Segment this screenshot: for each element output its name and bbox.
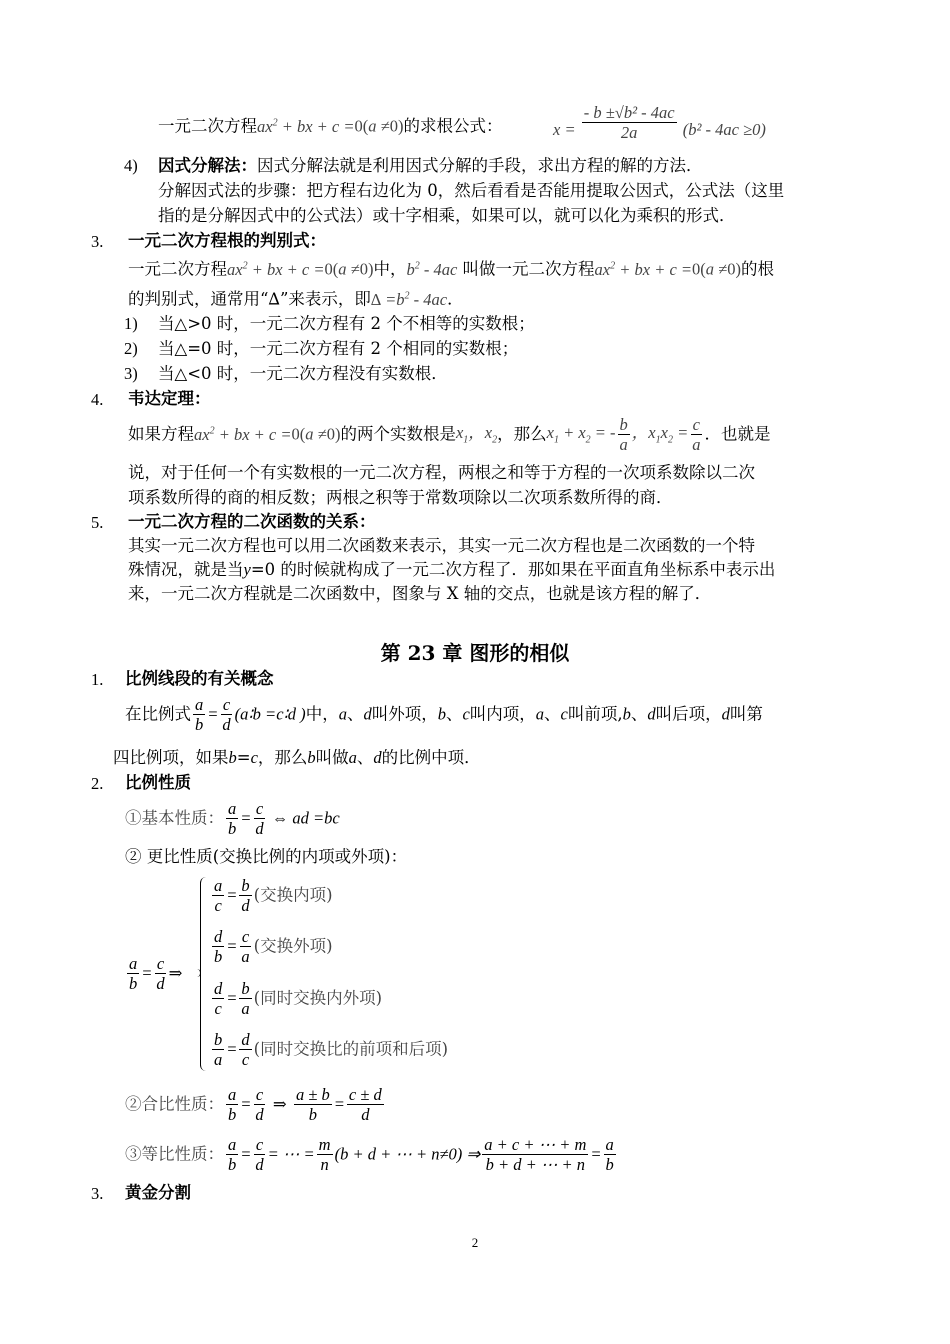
- vieta-text-c: ，那么: [497, 424, 547, 444]
- sec4-num: 4.: [91, 390, 104, 409]
- c1-text-2b: ，那么: [257, 748, 308, 767]
- sec5-line-2: 殊情况，就是当y=0 的时候就构成了一元二次方程了．那如果在平面直角坐标系中表示出: [128, 560, 776, 579]
- c1-text-b: 中，: [305, 704, 339, 724]
- vieta-line-3: 项系数所得的商的相反数；两根之积等于常数项除以二次项系数所得的商．: [128, 488, 673, 507]
- sec5-text-b: =0 的时候就构成了一元二次方程了．那如果在平面直角坐标系中表示出: [250, 560, 776, 579]
- quadratic-formula-line: 一元二次方程$ax^2$ + bx + c =0(a ≠0)的求根公式：: [158, 116, 503, 136]
- item-4-num: 4): [124, 156, 138, 175]
- disc-item-3-num: 3): [124, 364, 138, 383]
- disc-text-a: 一元二次方程: [128, 259, 227, 279]
- discriminant-line-1: 一元二次方程$ax^2$ + bx + c =0(a ≠0)中，$b^2 - 4ac$ 叫做一元二次方程$ax^2$ + bx + c =0(a ≠0)的根: [128, 259, 774, 279]
- alternate-note-2: (交换外项): [253, 936, 333, 956]
- c3-head: 黄金分割: [125, 1183, 191, 1202]
- sec4-head: 韦达定理：: [128, 389, 211, 408]
- c3-num: 3.: [91, 1184, 104, 1203]
- alternate-note-4: (同时交换比的前项和后项): [253, 1039, 449, 1059]
- c1-text-g: 叫第: [729, 704, 763, 724]
- disc-item-1-num: 1): [124, 314, 138, 333]
- c1-text-e: 叫前项,: [567, 704, 623, 724]
- alternate-property-label: ② 更比性质(交换比例的内项或外项)：: [125, 847, 408, 866]
- alternate-note-1: (交换内项): [253, 885, 333, 905]
- formula-condition: (b² - 4ac ≥0): [682, 119, 766, 139]
- factorization-text: 因式分解法就是利用因式分解的手段，求出方程的解的方法．: [257, 156, 703, 175]
- c1-line-1: 在比例式 $\frac{a}{b}$ = $\frac{c}{d}$ (a∶b =c∶d )中，a、d叫外项，b、c叫内项，a、c叫前项,b、d叫后项，d叫第: [125, 695, 763, 735]
- c1-text-2d: 的比例中项．: [381, 748, 481, 767]
- alternate-row-1: $\frac{a}{c}$ = $\frac{b}{d}$ (交换内项): [214, 876, 333, 916]
- vieta-text-a: 如果方程: [128, 424, 194, 444]
- basic-property-label: ①基本性质：: [125, 808, 224, 828]
- equal-ratio-property: ③等比性质： $\frac{a}{b}$ = $\frac{c}{d}$ = ⋯ = $\frac{m}{n}$ (b + d + ⋯ + n≠0) ⇒ $\frac{a + c + \cdots + m}{b + d + \cdots + n}$ = $\frac{a}{b}$: [125, 1135, 614, 1175]
- alternate-note-3: (同时交换内外项): [253, 988, 383, 1008]
- disc-item-1: 当△>0 时，一元二次方程有 2 个不相等的实数根；: [158, 314, 535, 333]
- brace: [200, 877, 209, 1071]
- c2-head: 比例性质: [125, 773, 191, 792]
- vieta-line-2: 说，对于任何一个有实数根的一元二次方程，两根之和等于方程的一次项系数除以二次: [128, 463, 755, 482]
- disc-text-2: 的判别式，通常用“∆”来表示，即: [128, 289, 371, 309]
- alternate-row-4: $\frac{b}{a}$ = $\frac{d}{c}$ (同时交换比的前项和后项): [214, 1030, 449, 1070]
- c1-line-2: 四比例项，如果b=c，那么b叫做a、d的比例中项．: [113, 748, 481, 767]
- factorization-steps-2: 指的是分解因式中的公式法）或十字相乘，如果可以，就可以化为乘积的形式．: [158, 206, 736, 225]
- root-formula: [553, 104, 766, 142]
- formula-numerator: - b ±√b² - 4ac: [583, 103, 675, 122]
- alternate-row-3: $\frac{d}{c}$ = $\frac{b}{a}$ (同时交换内外项): [214, 979, 383, 1019]
- vieta-text-d: ．也就是: [704, 424, 771, 444]
- sec5-text-a: 殊情况，就是当: [128, 560, 244, 579]
- factorization-steps-1: 分解因式法的步骤：把方程右边化为 0，然后看看是否能用提取公因式，公式法（这里: [158, 181, 785, 200]
- chapter-title: 第 23 章 图形的相似: [380, 641, 570, 665]
- page-number: 2: [471, 1235, 479, 1250]
- formula-x: x =: [553, 119, 576, 139]
- sec3-num: 3.: [91, 232, 104, 251]
- c1-text-f: 叫后项，: [655, 704, 722, 724]
- sum-property: ②合比性质： $\frac{a}{b}$ = $\frac{c}{d}$ ⇒ $\frac{a \pm b}{b}$ = $\frac{c \pm d}{d}$: [125, 1085, 382, 1125]
- c1-num: 1.: [91, 670, 104, 689]
- disc-text-d: 的根: [740, 259, 774, 279]
- factorization-head: 因式分解法：: [158, 156, 257, 175]
- disc-text-b: 中，: [373, 259, 407, 279]
- c1-text-c: 叫外项，: [371, 704, 438, 724]
- formula-prefix: 一元二次方程: [158, 116, 257, 136]
- disc-item-3: 当△<0 时，一元二次方程没有实数根．: [158, 364, 448, 383]
- c1-text-2c: 叫做: [315, 748, 349, 767]
- sec5-line-3: 来，一元二次方程就是二次函数中，图象与 X 轴的交点，也就是该方程的解了．: [128, 584, 712, 603]
- c2-num: 2.: [91, 774, 104, 793]
- discriminant-line-2: 的判别式，通常用“∆”来表示，即∆ $=b^2 - 4ac$．: [128, 289, 464, 309]
- sec5-head: 一元二次方程的二次函数的关系：: [128, 512, 376, 531]
- c1-text-d: 叫内项，: [469, 704, 536, 724]
- formula-denominator: 2a: [620, 123, 638, 143]
- disc-text-c: 叫做一元二次方程: [462, 259, 595, 279]
- alternate-lhs: $\frac{a}{b}$ = $\frac{c}{d}$ ⇒: [129, 954, 183, 994]
- sum-property-label: ②合比性质：: [125, 1094, 224, 1114]
- vieta-line-1: 如果方程$ax^2$ + bx + c =0(a ≠0)的两个实数根是$x_1$，$x_2$，那么$x_1 + x_2$ = - $\frac{b}{a}$ ，$x_1x_2$ = $\frac{c}{a}$ ．也就是: [128, 415, 771, 455]
- sec5-line-1: 其实一元二次方程也可以用二次函数来表示，其实一元二次方程也是二次函数的一个特: [128, 536, 755, 555]
- formula-mid: 的求根公式：: [403, 116, 503, 136]
- vieta-text-b: 的两个实数根是: [340, 424, 456, 444]
- basic-property: ①基本性质： $\frac{a}{b}$ = $\frac{c}{d}$ ⇔ ad =bc: [125, 799, 340, 839]
- c1-text-a: 在比例式: [125, 704, 191, 724]
- c1-text-2a: 四比例项，如果: [113, 748, 229, 767]
- alternate-row-2: $\frac{d}{b}$ = $\frac{c}{a}$ (交换外项): [214, 927, 333, 967]
- sec3-head: 一元二次方程根的判别式：: [128, 231, 326, 250]
- c1-head: 比例线段的有关概念: [125, 669, 274, 688]
- sec5-num: 5.: [91, 513, 104, 532]
- disc-item-2-num: 2): [124, 339, 138, 358]
- factorization-line: [158, 158, 703, 175]
- disc-item-2: 当△=0 时，一元二次方程有 2 个相同的实数根；: [158, 339, 519, 358]
- equal-ratio-label: ③等比性质：: [125, 1144, 224, 1164]
